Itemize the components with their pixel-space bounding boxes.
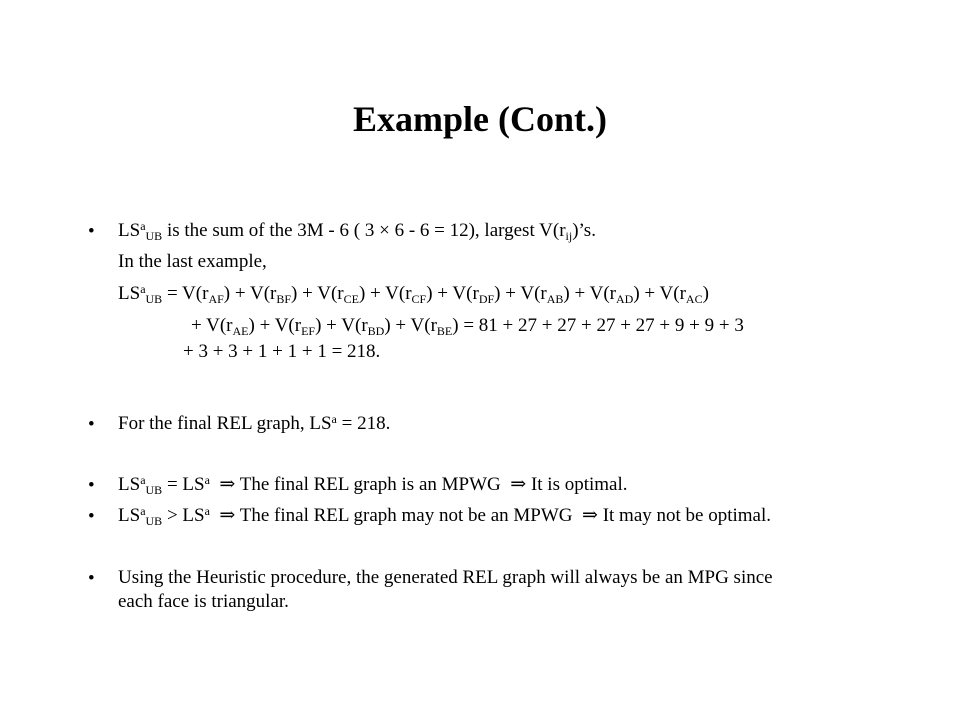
implies-icon: ⇒ [219,474,236,495]
implies-icon: ⇒ [510,474,527,495]
bullet-4: • [88,506,95,527]
bullet-5: • [88,568,95,589]
slide-title: Example (Cont.) [353,99,607,139]
bullet-1: • [88,221,95,242]
bullet-3-text: $LS^a_{UB} = LS^a$ ⇒ The final REL graph is an MPWG ⇒ It is optimal. [118,473,628,497]
bullet-4-text: $LS^a_{UB} > LS^a$ ⇒ The final REL graph may not be an MPWG ⇒ It may not be optimal. [118,504,772,528]
bullet-2: • [88,414,95,435]
implies-icon: ⇒ [582,505,598,526]
equation-line-3: + 3 + 3 + 1 + 1 + 1 = 218. [183,341,381,362]
bullet-5-line-1: Using the Heuristic procedure, the generated REL graph will always be an MPG since [118,567,773,588]
implies-icon: ⇒ [219,505,236,526]
last-example-text: In the last example, [118,251,267,272]
bullet-3: • [88,475,95,496]
equation-line-2: + $V(r_{AE}) + V(r_{EF}) + V(r_{BD}) + V(r_{BE}) = 81 + 27 + 27 + 27 + 27 + 9 + 9 + 3$ [191,315,744,338]
bullet-1-text: $LS^a_{UB}$ is the sum of the 3M - 6 ( 3 × 6 - 6 = 12), largest $V(r_{ij})’s$. [118,219,596,243]
equation-line-1: $LS^a_{UB} = V(r_{AF}) + V(r_{BF}) + V(r_{CE}) + V(r_{CF}) + V(r_{DF}) + V(r_{AB}) + V(r_{AD}) + V(r_{AC})$ [118,282,709,306]
bullet-2-text: For the final REL graph, $LS^a = 218$. [118,412,391,434]
bullet-5-line-2: each face is triangular. [118,591,289,612]
